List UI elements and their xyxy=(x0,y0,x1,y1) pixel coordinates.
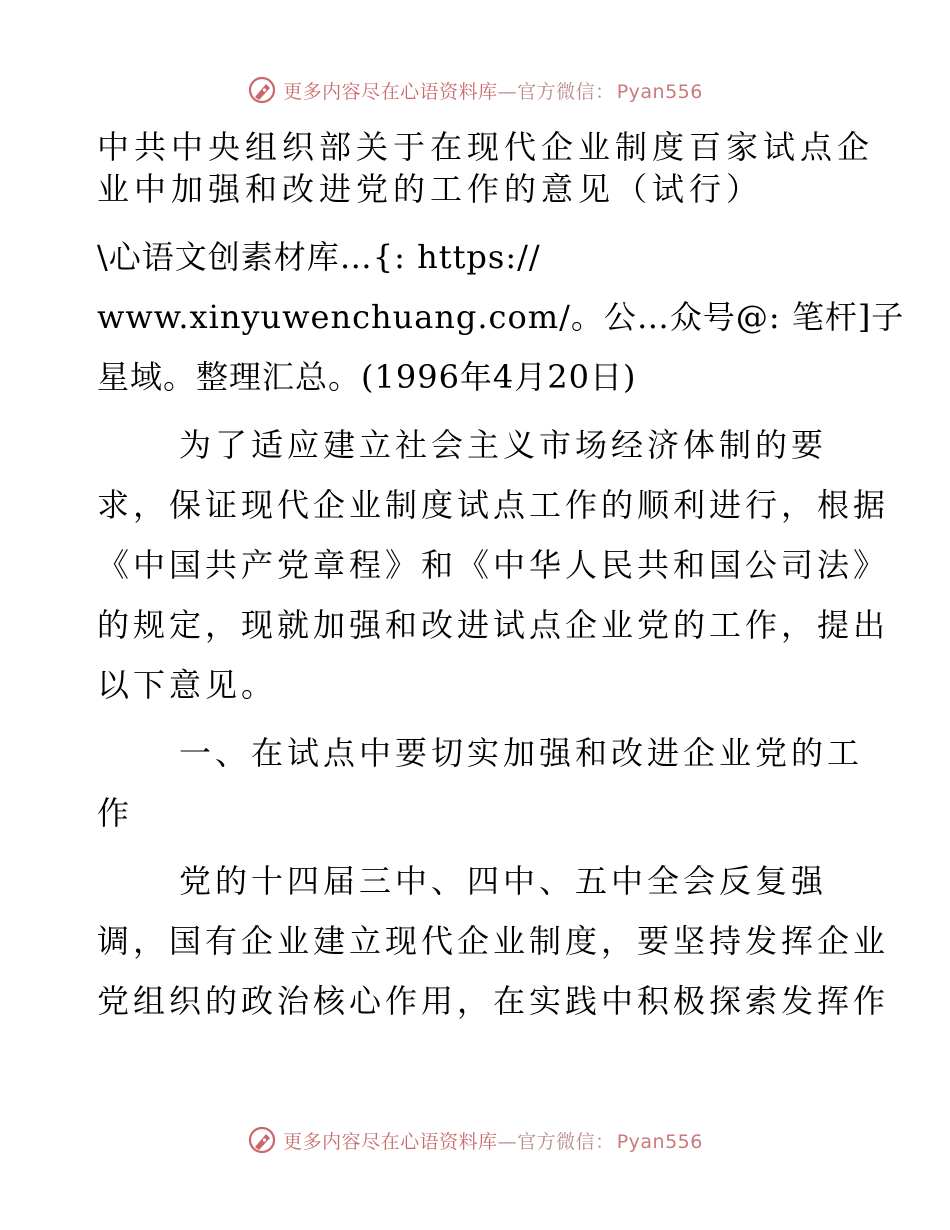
intro-line-5: 以下意见。 xyxy=(97,666,278,704)
intro-line-3: 《中国共产党章程》和《中华人民共和国公司法》 xyxy=(97,546,890,584)
section-para-line-3: 党组织的政治核心作用，在实践中积极探索发挥作 xyxy=(97,982,890,1020)
header-banner xyxy=(0,70,950,110)
title-line-1: 中共中央组织部关于在现代企业制度百家试点企 xyxy=(97,128,875,166)
title-line-2: 业中加强和改进党的工作的意见（试行） xyxy=(97,170,764,208)
source-line-1: \心语文创素材库…{: https:// xyxy=(97,238,541,276)
pen-nib-circle-icon xyxy=(247,1125,277,1155)
pen-nib-circle-icon xyxy=(247,75,277,105)
intro-line-4: 的规定，现就加强和改进试点企业党的工作，提出 xyxy=(97,606,890,644)
banner-main-text: 更多内容尽在心语资料库 xyxy=(283,80,498,103)
footer-banner xyxy=(0,1120,950,1160)
intro-line-1: 为了适应建立社会主义市场经济体制的要 xyxy=(179,426,828,464)
banner-separator-text: —官方微信： xyxy=(497,1130,615,1153)
document-body xyxy=(97,126,905,1022)
section-para-line-1: 党的十四届三中、四中、五中全会反复强 xyxy=(179,862,828,900)
banner-text xyxy=(283,77,703,104)
section-heading-line-1: 一、在试点中要切实加强和改进企业党的工 xyxy=(179,734,864,772)
banner-wechat-id: Pyan556 xyxy=(616,1130,703,1153)
section-para-line-2: 调，国有企业建立现代企业制度，要坚持发挥企业 xyxy=(97,922,890,960)
source-line-2: www.xinyuwenchuang.com/。公…众号@: 笔杆]子 xyxy=(97,298,905,336)
banner-wechat-id: Pyan556 xyxy=(616,80,703,103)
banner-text xyxy=(283,1127,703,1154)
section-heading-line-2: 作 xyxy=(97,794,134,832)
source-line-3: 星域。整理汇总。(1996年4月20日) xyxy=(97,358,637,396)
intro-line-2: 求，保证现代企业制度试点工作的顺利进行，根据 xyxy=(97,486,890,524)
banner-main-text: 更多内容尽在心语资料库 xyxy=(283,1130,498,1153)
banner-separator-text: —官方微信： xyxy=(497,80,615,103)
